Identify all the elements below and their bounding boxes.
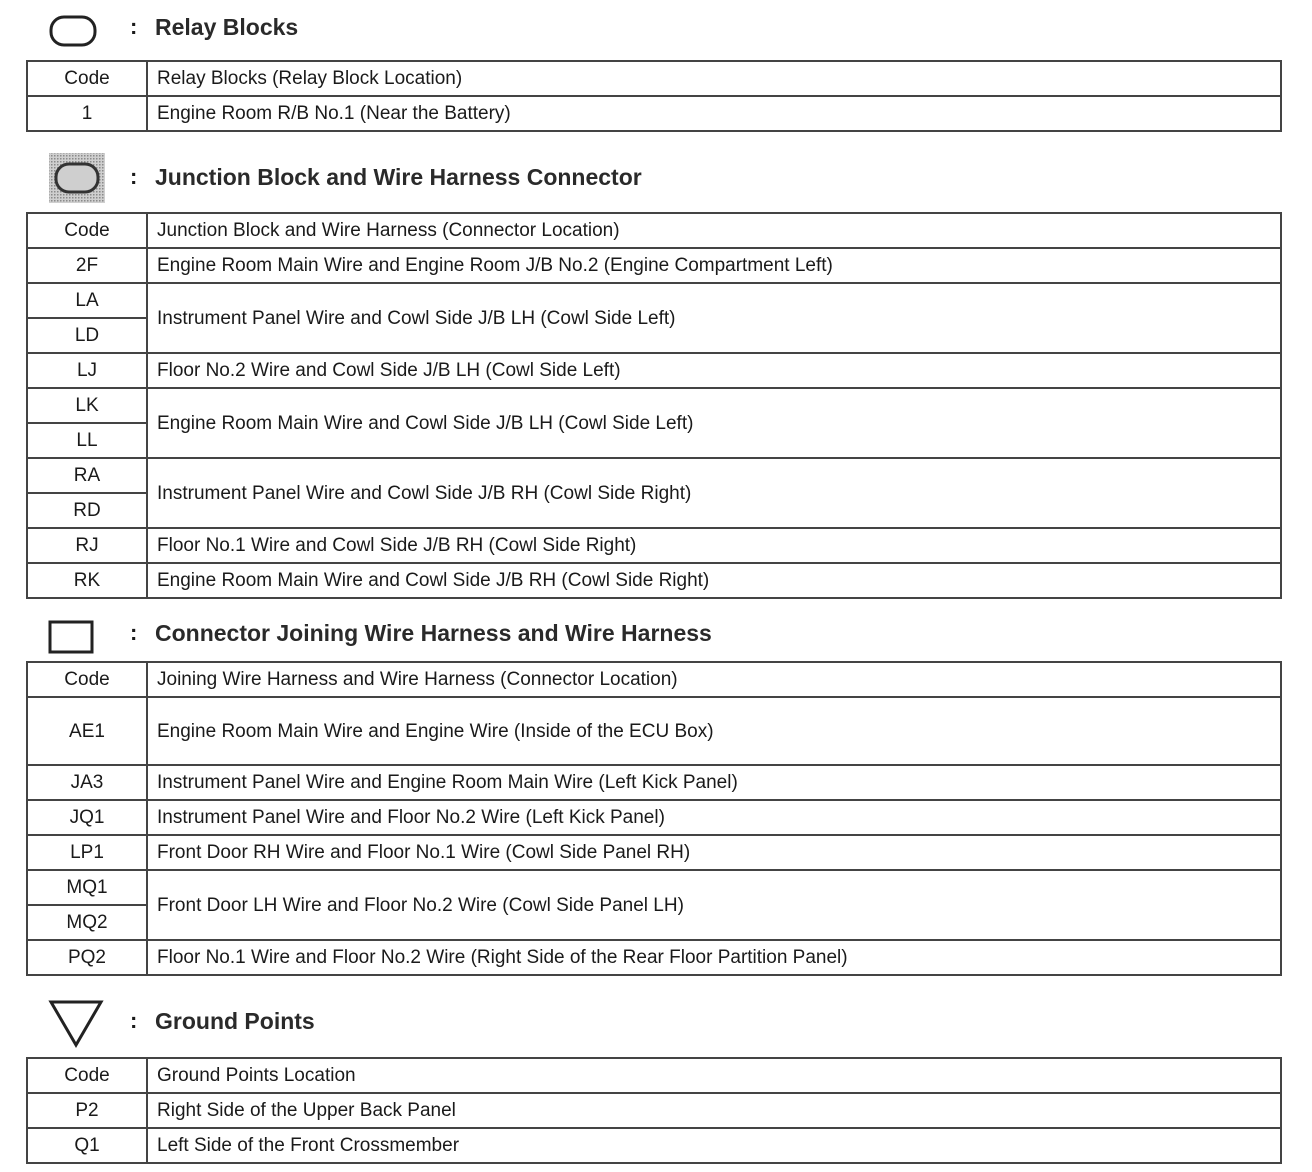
location-cell: Engine Room Main Wire and Cowl Side J/B RH (Cowl Side Right) [147,563,1281,598]
section-title: Connector Joining Wire Harness and Wire Harness [155,620,712,646]
ground-points-table [26,1057,1282,1164]
code-cell: RJ [27,528,147,563]
rounded-oval-icon [48,14,98,48]
location-column-header: Junction Block and Wire Harness (Connector Location) [147,213,1281,248]
table-row [27,353,1281,388]
code-cell: LJ [27,353,147,388]
section-header [0,994,1312,1044]
table-row [27,283,1281,318]
table-row [27,96,1281,131]
section-ground-points [0,994,1312,1156]
location-cell: Left Side of the Front Crossmember [147,1128,1281,1163]
inverted-triangle-icon [48,998,104,1048]
connector-table [26,661,1282,976]
section-header [0,0,1312,50]
location-cell: Right Side of the Upper Back Panel [147,1093,1281,1128]
table-row [27,1093,1281,1128]
section-title: Relay Blocks [155,14,299,40]
location-cell: Engine Room Main Wire and Engine Wire (Inside of the ECU Box) [147,697,1281,765]
location-cell: Front Door RH Wire and Floor No.1 Wire (Cowl Side Panel RH) [147,835,1281,870]
code-cell: 1 [27,96,147,131]
section-junction-block [0,150,1312,591]
section-colon: : [130,164,138,189]
junction-block-table [26,212,1282,599]
section-title: Ground Points [155,1008,315,1034]
code-cell: MQ2 [27,905,147,940]
location-cell: Engine Room Main Wire and Cowl Side J/B LH (Cowl Side Left) [147,388,1281,458]
table-row [27,870,1281,905]
table-row [27,563,1281,598]
table-row [27,765,1281,800]
location-cell: Instrument Panel Wire and Cowl Side J/B RH (Cowl Side Right) [147,458,1281,528]
location-cell: Engine Room Main Wire and Engine Room J/B No.2 (Engine Compartment Left) [147,248,1281,283]
code-column-header: Code [27,213,147,248]
section-header [0,610,1312,660]
code-cell: 2F [27,248,147,283]
section-colon: : [130,620,138,645]
code-cell: LA [27,283,147,318]
shaded-oval-icon [48,152,106,204]
location-cell: Instrument Panel Wire and Floor No.2 Wire (Left Kick Panel) [147,800,1281,835]
code-cell: RD [27,493,147,528]
code-cell: RA [27,458,147,493]
location-column-header: Relay Blocks (Relay Block Location) [147,61,1281,96]
section-title: Junction Block and Wire Harness Connector [155,164,642,190]
section-connector [0,610,1312,968]
code-cell: PQ2 [27,940,147,975]
table-row [27,388,1281,423]
section-colon: : [130,14,138,39]
rectangle-icon [48,620,94,654]
code-cell: LK [27,388,147,423]
code-cell: RK [27,563,147,598]
code-column-header: Code [27,61,147,96]
section-colon: : [130,1008,138,1033]
code-column-header: Code [27,1058,147,1093]
table-row [27,835,1281,870]
table-header-row [27,662,1281,697]
code-cell: LP1 [27,835,147,870]
table-row [27,528,1281,563]
relay-blocks-table [26,60,1282,132]
table-row [27,248,1281,283]
location-cell: Instrument Panel Wire and Engine Room Main Wire (Left Kick Panel) [147,765,1281,800]
code-column-header: Code [27,662,147,697]
code-cell: Q1 [27,1128,147,1163]
code-cell: JA3 [27,765,147,800]
code-cell: LL [27,423,147,458]
table-header-row [27,1058,1281,1093]
code-cell: AE1 [27,697,147,765]
code-cell: JQ1 [27,800,147,835]
location-column-header: Joining Wire Harness and Wire Harness (Connector Location) [147,662,1281,697]
table-header-row [27,61,1281,96]
location-cell: Floor No.1 Wire and Floor No.2 Wire (Right Side of the Rear Floor Partition Panel) [147,940,1281,975]
section-relay-blocks [0,0,1312,124]
section-header [0,150,1312,200]
table-row [27,1128,1281,1163]
table-row [27,458,1281,493]
location-column-header: Ground Points Location [147,1058,1281,1093]
table-row [27,800,1281,835]
location-cell: Floor No.1 Wire and Cowl Side J/B RH (Cowl Side Right) [147,528,1281,563]
code-cell: LD [27,318,147,353]
table-row [27,697,1281,765]
location-cell: Engine Room R/B No.1 (Near the Battery) [147,96,1281,131]
code-cell: MQ1 [27,870,147,905]
location-cell: Instrument Panel Wire and Cowl Side J/B LH (Cowl Side Left) [147,283,1281,353]
location-cell: Front Door LH Wire and Floor No.2 Wire (Cowl Side Panel LH) [147,870,1281,940]
table-header-row [27,213,1281,248]
table-row [27,940,1281,975]
location-cell: Floor No.2 Wire and Cowl Side J/B LH (Cowl Side Left) [147,353,1281,388]
code-cell: P2 [27,1093,147,1128]
